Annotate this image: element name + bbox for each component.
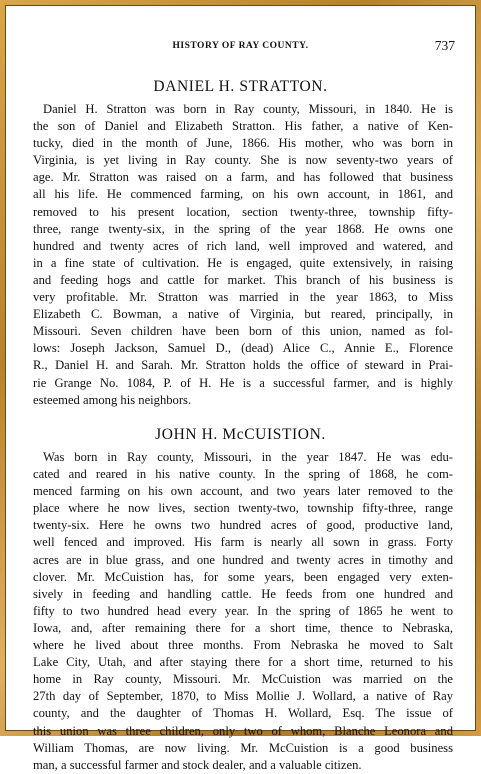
text-line: man, a successful farmer and stock dealer, and a valuable citizen. (33, 757, 362, 772)
text-line: place where he now lives, section twenty-two, township fifty-three, range (33, 501, 453, 516)
text-line: Was born in Ray county, Missouri, in the year 1847. He was edu- (43, 450, 453, 464)
text-line: county, and the daughter of Thomas H. Wollard, Esq. The issue of (33, 706, 453, 721)
text-line: tucky, died in the month of June, 1866. His mother, who was born in (33, 136, 453, 151)
text-line: Missouri. Seven children have been born of this union, named as fol- (33, 324, 453, 339)
text-line: lows: Joseph Jackson, Samuel D., (dead) Alice C., Annie E., Florence (33, 341, 453, 356)
text-line: R., Daniel H. and Sarah. Mr. Stratton holds the office of steward in Prai- (33, 358, 453, 373)
text-line: Daniel H. Stratton was born in Ray county, Missouri, in 1840. He is (43, 102, 453, 116)
biography-mccuistion (33, 449, 453, 774)
text-line: Virginia, is yet living in Ray county. She is now seventy-two years of (33, 153, 453, 168)
section-title-mccuistion: JOHN H. McCUISTION. (155, 426, 326, 443)
running-head (6, 38, 475, 55)
text-line: three, range twenty-six, in the spring of the year 1868. He owns one (33, 221, 453, 236)
page-number: 737 (434, 38, 455, 53)
text-line: Lake City, Utah, and after staying there for a short time, returned to his (33, 655, 453, 670)
section-title-stratton: DANIEL H. STRATTON. (153, 78, 328, 95)
running-title: HISTORY OF RAY COUNTY. (172, 41, 309, 51)
text-line: 27th day of September, 1870, to Miss Mollie J. Wollard, a native of Ray (33, 689, 453, 704)
biography-stratton (33, 101, 453, 409)
text-line: in a fine state of cultivation. He is engaged, quite extensively, in raising (33, 255, 453, 270)
text-line: menced farming on his own account, and two years later removed to the (33, 484, 453, 499)
text-line: sively in feeding and handling cattle. He feeds from one hundred and (33, 586, 453, 601)
page-area (5, 5, 476, 772)
text-line: the son of Daniel and Elizabeth Stratton. His father, a native of Ken- (33, 119, 453, 134)
text-line: hundred and twenty acres of rich land, well improved and watered, and (33, 238, 453, 253)
text-line: this union was three children, only two of whom, Blanche Leonora and (33, 723, 453, 738)
text-line: fifty to two hundred head every year. In the spring of 1865 he went to (33, 603, 453, 618)
text-line: all his life. He commenced farming, on his own account, in 1861, and (33, 187, 453, 202)
text-line: age. Mr. Stratton was raised on a farm, and has followed that business (33, 170, 453, 185)
text-line: removed to his present location, section twenty-three, township fifty- (33, 204, 453, 219)
text-line: home in Ray county, Missouri. Mr. McCuistion was married on the (33, 672, 453, 687)
text-line: twenty-six. Here he owns two hundred acres of good, productive land, (33, 518, 453, 533)
text-line: where he lived about three months. From Nebraska he moved to Salt (33, 638, 453, 653)
text-line: very profitable. Mr. Stratton was married in the year 1863, to Miss (33, 290, 453, 305)
text-line: Iowa, and, after remaining there for a short time, thence to Nebraska, (33, 620, 453, 635)
book-page (6, 6, 475, 772)
text-line: William Thomas, are now living. Mr. McCuistion is a good business (33, 740, 453, 755)
text-line: cated and reared in his native county. In the spring of 1868, he com- (33, 467, 453, 482)
text-line: clover. Mr. McCuistion has, for some years, been engaged very exten- (33, 569, 453, 584)
text-line: Elizabeth C. Bowman, a native of Virginia, but reared, principally, in (33, 307, 453, 322)
text-line: acres are in blue grass, and one hundred and twenty acres in timothy and (33, 552, 453, 567)
text-line: esteemed among his neighbors. (33, 392, 192, 407)
text-line: and feeding hogs and cattle for market. This branch of his business is (33, 272, 453, 287)
text-line: well fenced and improved. His farm is nearly all sown in grass. Forty (33, 535, 453, 550)
text-line: rie Grange No. 1084, P. of H. He is a successful farmer, and is highly (33, 375, 453, 390)
